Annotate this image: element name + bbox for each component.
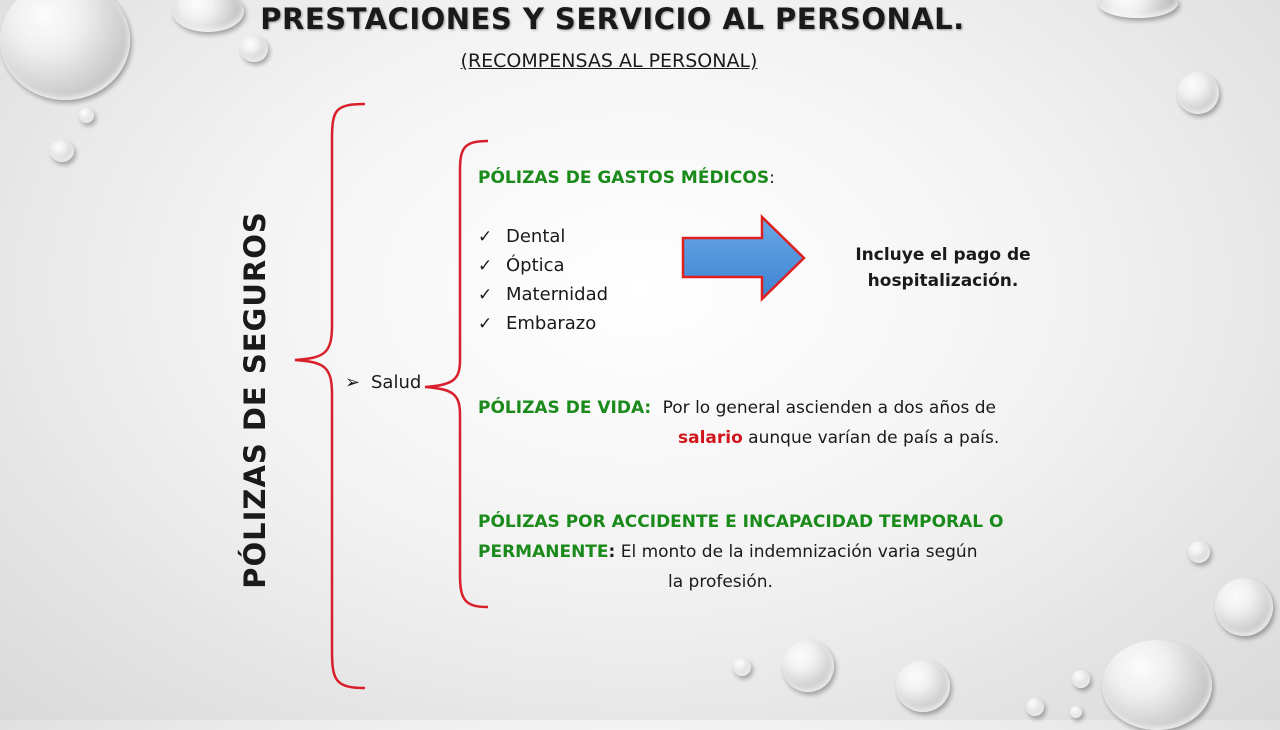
gastos-medicos-list	[478, 222, 608, 338]
water-drop-decoration	[1177, 72, 1219, 114]
list-item: ✓ Dental	[478, 222, 608, 251]
water-drop-decoration	[1215, 578, 1273, 636]
salud-label: Salud	[371, 372, 422, 393]
gastos-medicos-title: PÓLIZAS DE GASTOS MÉDICOS	[478, 168, 770, 188]
water-drop-decoration	[896, 660, 950, 712]
gastos-medicos-heading	[478, 168, 775, 188]
accidente-line2	[478, 542, 977, 562]
vida-text2: aunque varían de país a país.	[742, 428, 1000, 448]
list-item: ✓ Maternidad	[478, 280, 608, 309]
outer-bracket	[290, 95, 370, 700]
water-drop-decoration	[1102, 640, 1212, 730]
salario-highlight: salario	[678, 428, 743, 448]
arrow-note-line1: Incluye el pago de	[855, 245, 1031, 265]
vida-line1	[478, 398, 996, 418]
water-drop-decoration	[79, 108, 94, 123]
list-item: ✓ Óptica	[478, 251, 608, 280]
accidente-text1: El monto de la indemnización varia según	[615, 542, 978, 562]
accidente-heading: PÓLIZAS POR ACCIDENTE E INCAPACIDAD TEMPORAL O	[478, 512, 1004, 532]
checkmark-icon: ✓	[478, 285, 493, 305]
water-drop-decoration	[1188, 541, 1210, 563]
vida-text1: Por lo general ascienden a dos años de	[662, 398, 997, 418]
vida-heading: PÓLIZAS DE VIDA:	[478, 398, 652, 418]
arrow-bullet-icon: ➢	[345, 372, 361, 393]
water-drop-decoration	[50, 140, 74, 162]
checkmark-icon: ✓	[478, 314, 493, 334]
slide-subtitle: (RECOMPENSAS AL PERSONAL)	[460, 50, 758, 72]
water-drop-decoration	[733, 658, 751, 676]
accidente-colon: :	[608, 542, 616, 562]
checkmark-icon: ✓	[478, 227, 493, 247]
vida-line2	[678, 428, 999, 448]
slide-title: PRESTACIONES Y SERVICIO AL PERSONAL.	[260, 2, 965, 36]
water-drop-decoration	[1072, 670, 1090, 688]
list-item: ✓ Embarazo	[478, 309, 608, 338]
gastos-medicos-colon: :	[769, 168, 775, 188]
arrow-note-line2: hospitalización.	[867, 271, 1019, 291]
arrow-note	[818, 242, 1068, 294]
checkmark-icon: ✓	[478, 256, 493, 276]
right-arrow-icon	[680, 214, 808, 304]
salud-item	[345, 372, 421, 393]
water-drop-decoration	[1070, 706, 1082, 718]
water-drop-decoration	[782, 640, 834, 692]
accidente-line3: la profesión.	[668, 572, 773, 592]
polizas-de-seguros-label: PÓLIZAS DE SEGUROS	[238, 211, 272, 589]
accidente-heading2: PERMANENTE	[478, 542, 609, 562]
water-drop-decoration	[1026, 698, 1044, 716]
